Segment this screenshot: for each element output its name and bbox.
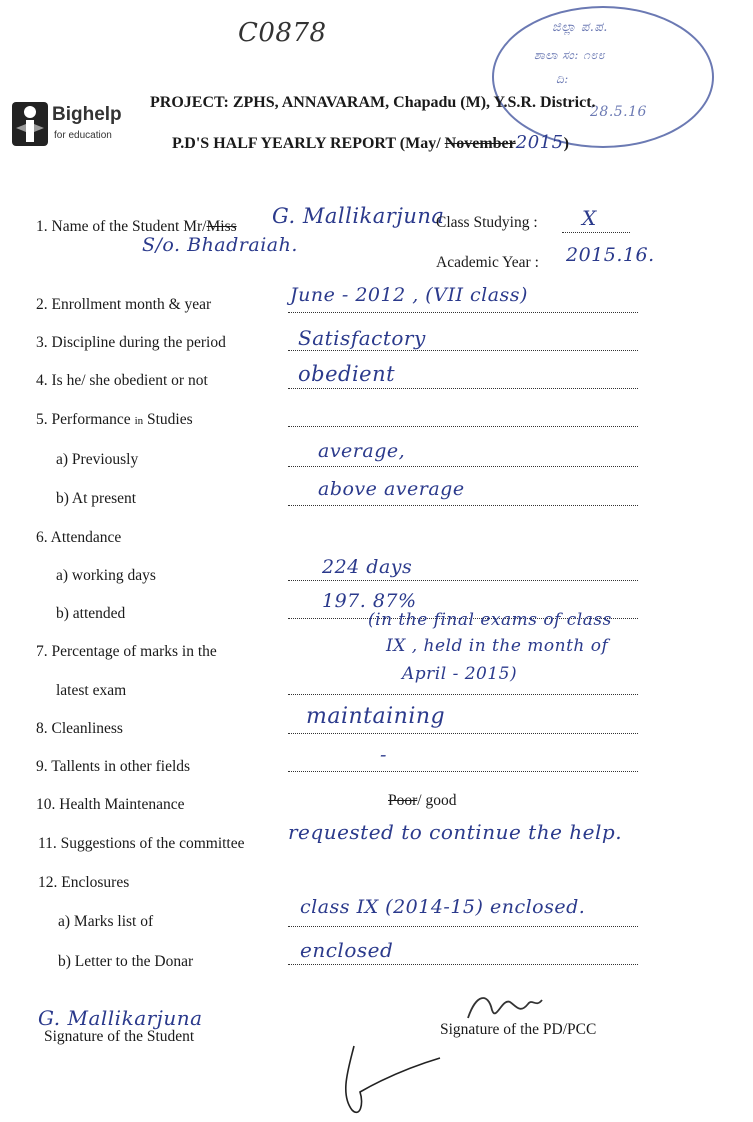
- field-11-label: 11. Suggestions of the committee: [38, 835, 245, 852]
- field-1-label-text: 1. Name of the Student Mr/: [36, 218, 207, 235]
- field-8-label: 8. Cleanliness: [36, 720, 123, 737]
- field-7-value-2: IX , held in the month of: [386, 636, 609, 656]
- field-5-label-b: Studies: [147, 411, 193, 428]
- field-4-label: 4. Is he/ she obedient or not: [36, 372, 208, 389]
- field-6b-value: 197. 87%: [322, 590, 417, 612]
- office-stamp: [492, 6, 714, 148]
- field-5a-dots: [288, 466, 638, 467]
- report-title-year: 2015: [515, 132, 564, 153]
- logo-brand: Bighelp: [52, 104, 122, 125]
- stamp-line-3: ದಿ:: [556, 72, 569, 86]
- field-6a-label: a) working days: [56, 567, 156, 584]
- field-7-value-3: April - 2015): [402, 664, 518, 684]
- year-value: 2015.16.: [566, 244, 655, 266]
- field-3-dots: [288, 350, 638, 351]
- field-7-label-a: 7. Percentage of marks in the: [36, 643, 217, 660]
- field-2-dots: [288, 312, 638, 313]
- field-8-dots: [288, 733, 638, 734]
- class-label: Class Studying :: [436, 214, 538, 231]
- field-7-dots: [288, 694, 638, 695]
- year-label: Academic Year :: [436, 254, 539, 271]
- project-title: PROJECT: ZPHS, ANNAVARAM, Chapadu (M), Y.S.R. District.: [150, 94, 596, 111]
- field-5b-label: b) At present: [56, 490, 137, 507]
- field-9-dots: [288, 771, 638, 772]
- field-7-label-b: latest exam: [56, 682, 127, 699]
- field-6a-dots: [288, 580, 638, 581]
- class-value: X: [582, 206, 597, 230]
- logo-mark-icon: [12, 102, 48, 146]
- field-6b-label: b) attended: [56, 605, 126, 622]
- field-5-dots: [288, 426, 638, 427]
- field-6-label: 6. Attendance: [36, 529, 122, 546]
- field-9-label: 9. Tallents in other fields: [36, 758, 191, 775]
- stamp-line-1: ಜಿಲ್ಲಾ ಪ.ಪ.: [552, 20, 608, 35]
- report-title-close: ): [563, 135, 569, 152]
- field-12a-label: a) Marks list of: [58, 913, 154, 930]
- field-12b-label: b) Letter to the Donar: [58, 953, 194, 970]
- field-12-label: 12. Enclosures: [38, 874, 130, 891]
- class-dots: [562, 232, 630, 233]
- field-11-value: requested to continue the help.: [288, 820, 623, 844]
- student-signature-label: Signature of the Student: [44, 1028, 195, 1045]
- field-5-label-a: 5. Performance: [36, 411, 131, 428]
- bottom-signature-scribble: [330, 1040, 470, 1120]
- field-12a-dots: [288, 926, 638, 927]
- field-1-value: G. Mallikarjuna: [272, 204, 445, 228]
- field-12a-value: class IX (2014-15) enclosed.: [300, 896, 586, 918]
- field-10-struck: Poor: [388, 792, 418, 809]
- bighelp-logo: [10, 96, 140, 152]
- field-10-value: [388, 792, 456, 810]
- field-6a-value: 224 days: [322, 556, 413, 578]
- pd-signature-label: Signature of the PD/PCC: [440, 1021, 597, 1038]
- field-2-value: June - 2012 , (VII class): [290, 284, 528, 306]
- student-signature: G. Mallikarjuna: [38, 1006, 203, 1030]
- report-title-main: P.D'S HALF YEARLY REPORT (May/: [172, 135, 441, 152]
- field-3-value: Satisfactory: [298, 326, 426, 350]
- field-9-value: -: [380, 744, 387, 766]
- field-1-label-struck: Miss: [206, 218, 237, 235]
- field-7-value-1: (in the final exams of class: [368, 610, 612, 630]
- field-5a-value: average,: [318, 440, 406, 462]
- field-8-value: maintaining: [306, 704, 446, 729]
- field-4-value: obedient: [298, 362, 396, 386]
- field-1-value-2: S/o. Bhadraiah.: [142, 234, 298, 256]
- report-title: [172, 132, 569, 153]
- report-title-struck: November: [444, 135, 516, 152]
- stamp-line-2: ಶಾಲಾ ಸಂ: ೧೮೮: [534, 48, 605, 62]
- field-5b-value: above average: [318, 478, 465, 500]
- field-12b-value: enclosed: [300, 938, 394, 962]
- document-code: C0878: [238, 18, 327, 48]
- field-5-label: [36, 411, 193, 429]
- field-10-label: 10. Health Maintenance: [36, 796, 185, 813]
- field-12b-dots: [288, 964, 638, 965]
- logo-tagline: for education: [54, 130, 112, 141]
- stamp-line-4: 28.5.16: [590, 104, 647, 120]
- field-2-label: 2. Enrollment month & year: [36, 296, 212, 313]
- field-4-dots: [288, 388, 638, 389]
- field-10-good: / good: [417, 792, 457, 809]
- field-5b-dots: [288, 505, 638, 506]
- field-5a-label: a) Previously: [56, 451, 139, 468]
- field-3-label: 3. Discipline during the period: [36, 334, 226, 351]
- field-5-label-in: in: [134, 415, 144, 427]
